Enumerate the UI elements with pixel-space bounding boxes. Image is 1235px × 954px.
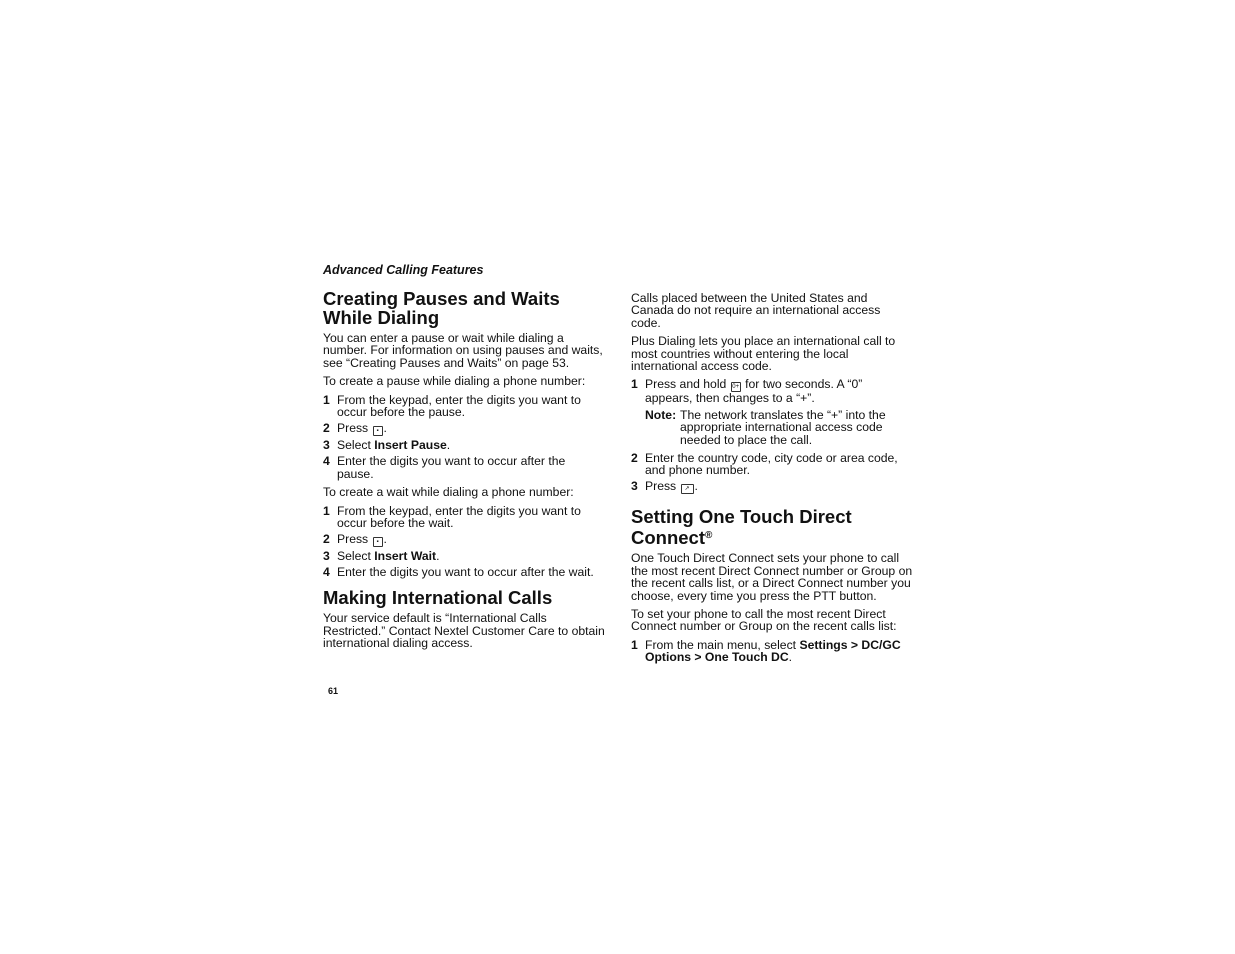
step-number: 1 (323, 392, 330, 407)
page-number: 61 (328, 686, 339, 696)
section-heading-international: Making International Calls (323, 586, 553, 608)
step-number: 3 (323, 438, 330, 453)
running-head: Advanced Calling Features (323, 263, 484, 277)
note-label: Note: (645, 407, 677, 422)
step-text: Press (645, 479, 677, 494)
heading-text: Setting One Touch Direct Connect (631, 506, 852, 548)
step-text: From the main menu, select (645, 637, 800, 652)
note-text: The network translates the “+” into the appropriate international access code needed to place the call. (680, 407, 886, 447)
menu-key-icon: ▪ (373, 426, 383, 436)
step-text: Enter the digits you want to occur after the pause. (337, 454, 566, 481)
plus-dialing-steps (631, 378, 913, 494)
one-touch-lead: To set your phone to call the most recent Direct Connect number or Group on the recent calls list: (631, 607, 897, 634)
step-number: 2 (631, 451, 638, 466)
menu-option: Insert Pause (374, 438, 447, 453)
list-item (323, 455, 605, 480)
menu-path: Settings > DC/GC Options > One Touch DC (645, 637, 901, 665)
step-text: Enter the digits you want to occur after the wait. (337, 565, 594, 580)
wait-lead: To create a wait while dialing a phone number: (323, 485, 574, 500)
registered-mark: ® (705, 529, 713, 541)
step-text-end: . (436, 549, 440, 564)
list-item (323, 505, 605, 530)
step-text: Enter the country code, city code or area code, and phone number. (645, 451, 898, 478)
note (645, 409, 913, 446)
step-text-end: . (446, 438, 451, 453)
list-item (323, 550, 605, 562)
left-column (323, 290, 605, 655)
send-key-icon: ↗ (681, 484, 694, 494)
list-item (631, 378, 913, 446)
step-text: Select (337, 438, 375, 453)
step-text: Press (337, 531, 369, 546)
step-number: 3 (323, 549, 330, 564)
one-touch-body: One Touch Direct Connect sets your phone to call the most recent Direct Connect number or Group on the recent calls list, or a Direct Connect number you choose, every time you press the PTT button. (631, 551, 913, 603)
step-text: From the keypad, enter the digits you want to occur before the pause. (337, 392, 581, 420)
right-column (631, 292, 913, 670)
menu-key-icon: ▪ (373, 537, 383, 547)
step-number: 2 (323, 531, 330, 546)
step-number: 1 (631, 377, 638, 392)
pauses-intro: You can enter a pause or wait while dialing a number. For information on using pauses and waits, see “Creating Pauses and Waits” on page 53. (323, 331, 603, 370)
step-text-end: . (383, 420, 387, 435)
list-item (631, 639, 913, 664)
list-item (323, 422, 605, 436)
step-text: From the keypad, enter the digits you want to occur before the wait. (337, 503, 581, 530)
zero-plus-key-icon: 0+ (732, 384, 740, 391)
section-heading-pauses: Creating Pauses and Waits While Dialing (323, 288, 560, 328)
step-number: 3 (631, 479, 638, 494)
step-text-end: . (383, 531, 387, 546)
pause-lead: To create a pause while dialing a phone number: (323, 374, 586, 389)
list-item (323, 566, 605, 578)
one-touch-steps (631, 639, 913, 664)
step-text-end: . (788, 650, 793, 665)
step-number: 4 (323, 565, 330, 580)
step-text-end: . (694, 479, 698, 494)
step-number: 1 (631, 637, 638, 652)
step-number: 2 (323, 420, 330, 435)
section-heading-one-touch (631, 508, 913, 547)
wait-steps (323, 505, 605, 579)
step-number: 1 (323, 503, 330, 518)
plus-dialing-text: Plus Dialing lets you place an international call to most countries without entering the local international access code. (631, 334, 896, 374)
step-text: Select (337, 549, 375, 564)
list-item (323, 533, 605, 547)
step-text: Press (337, 420, 369, 435)
international-body: Your service default is “International Calls Restricted.” Contact Nextel Customer Care to obtain international dialing access. (323, 611, 605, 650)
list-item (323, 439, 605, 451)
menu-option: Insert Wait (374, 549, 437, 564)
step-number: 4 (323, 454, 330, 469)
pause-steps (323, 394, 605, 481)
list-item (631, 480, 913, 494)
step-text: Press and hold (645, 377, 727, 392)
step-text-end: for two seconds. A “0” appears, then changes to a “+”. (645, 377, 863, 406)
list-item (631, 452, 913, 477)
us-canada-text: Calls placed between the United States and Canada do not require an international access code. (631, 291, 881, 330)
list-item (323, 394, 605, 419)
